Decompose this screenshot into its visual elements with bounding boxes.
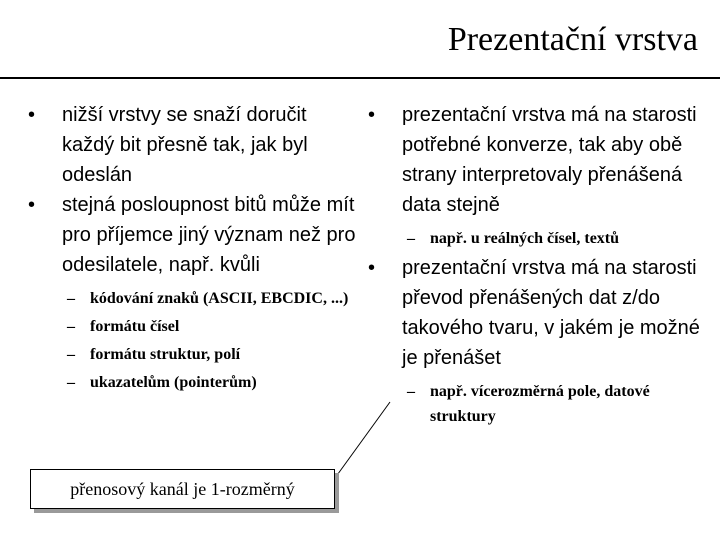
subitem-text: např. vícerozměrná pole, datové struktury xyxy=(430,383,650,425)
dash-marker: – xyxy=(407,383,415,400)
bullet-marker: • xyxy=(28,104,36,126)
callout-line xyxy=(335,402,390,478)
dash-marker: – xyxy=(67,318,75,335)
bullet-marker: • xyxy=(28,194,36,216)
subitem-text: formátu struktur, polí xyxy=(90,346,241,363)
subitem-text: ukazatelům (pointerům) xyxy=(90,374,257,391)
dash-marker: – xyxy=(67,374,75,391)
bullet-marker: • xyxy=(368,104,376,126)
subitem-text: např. u reálných čísel, textů xyxy=(430,230,620,247)
bullet-marker: • xyxy=(368,257,376,279)
bullet-text: prezentační vrstva má na starosti převod přenášených dat z/do takového tvaru, v jakém je možné je přenášet xyxy=(402,257,700,369)
callout-box: přenosový kanál je 1-rozměrný xyxy=(30,469,335,509)
bullet-text: stejná posloupnost bitů může mít pro příjemce jiný význam než pro odesilatele, např. kvůli xyxy=(62,194,356,276)
subitem-text: formátu čísel xyxy=(90,318,180,335)
dash-marker: – xyxy=(407,230,415,247)
bullet-text: prezentační vrstva má na starosti potřebné konverze, tak aby obě strany interpretovaly přenášená data stejně xyxy=(402,104,697,216)
dash-marker: – xyxy=(67,346,75,363)
bullet-text: nižší vrstvy se snaží doručit každý bit přesně tak, jak byl odeslán xyxy=(62,104,308,186)
dash-marker: – xyxy=(67,290,75,307)
slide-title: Prezentační vrstva xyxy=(447,21,698,58)
subitem-text: kódování znaků (ASCII, EBCDIC, ...) xyxy=(90,290,349,307)
